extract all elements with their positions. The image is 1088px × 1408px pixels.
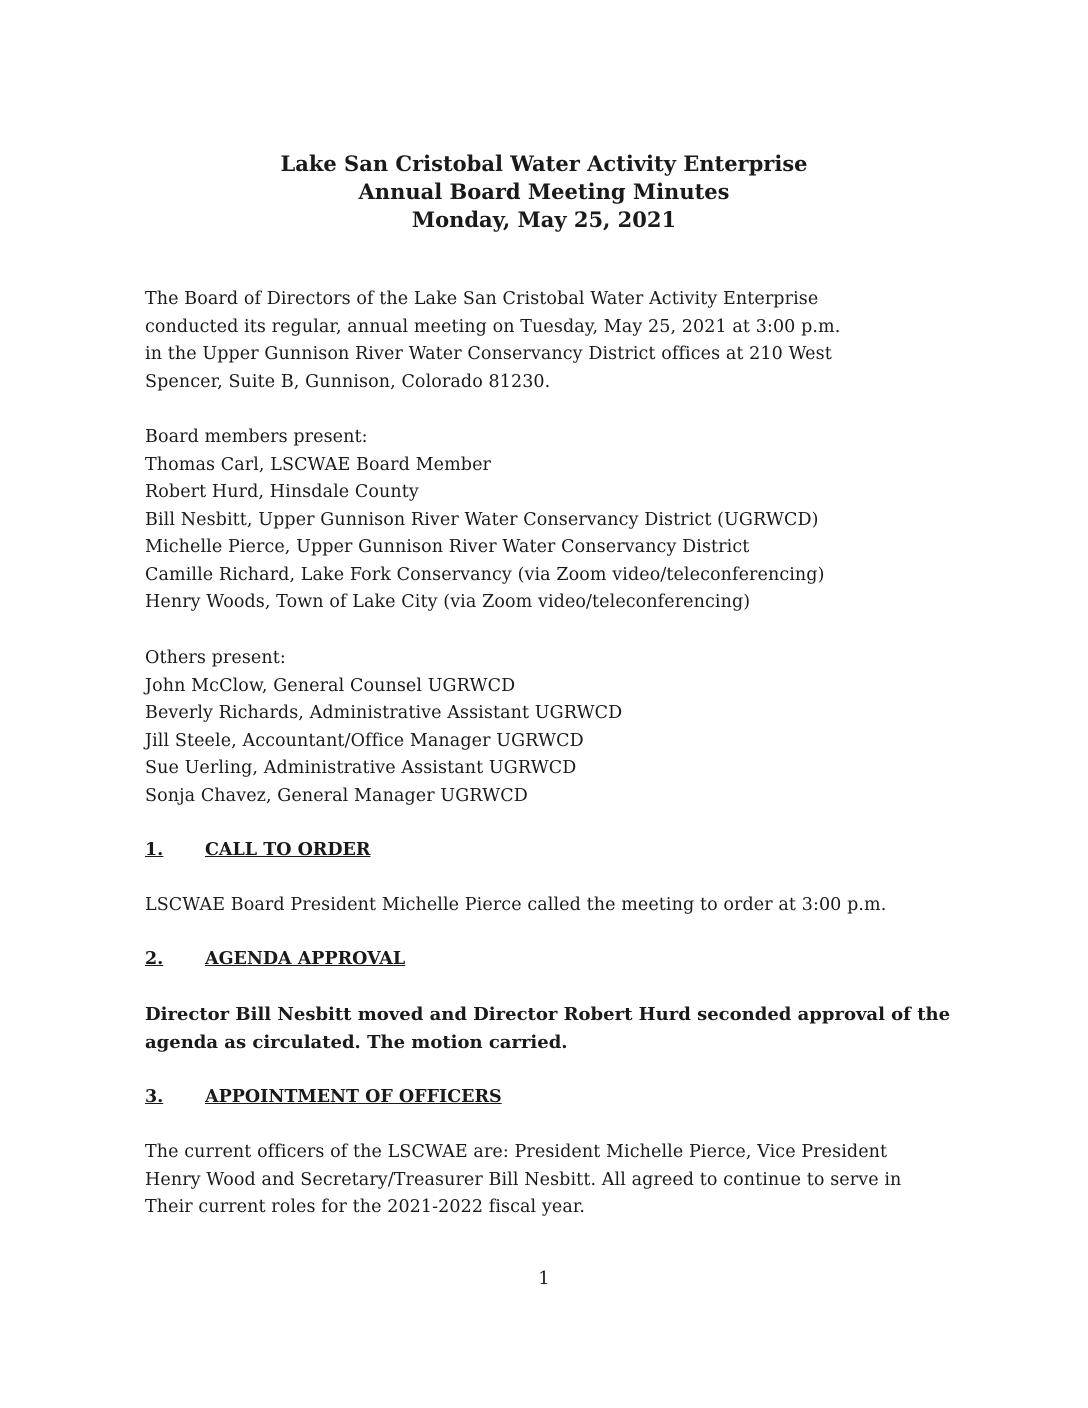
intro-line: The Board of Directors of the Lake San Cristobal Water Activity Enterprise bbox=[145, 289, 819, 309]
others-item: Jill Steele, Accountant/Office Manager UGRWCD bbox=[145, 730, 584, 751]
section-number: 2. bbox=[145, 949, 164, 969]
header-org-name: Lake San Cristobal Water Activity Enterprise bbox=[280, 151, 808, 176]
section-body-call-to-order bbox=[145, 892, 1025, 920]
document-header bbox=[0, 150, 1088, 234]
section-heading-call-to-order bbox=[145, 838, 370, 862]
section-body-line: The current officers of the LSCWAE are: President Michelle Pierce, Vice President bbox=[145, 1142, 888, 1162]
board-member-item: Robert Hurd, Hinsdale County bbox=[145, 482, 419, 502]
section-body-line: Their current roles for the 2021-2022 fiscal year. bbox=[145, 1197, 586, 1217]
others-present-list bbox=[145, 645, 1025, 810]
section-body-line: agenda as circulated. The motion carried. bbox=[145, 1032, 568, 1053]
section-body-line: Henry Wood and Secretary/Treasurer Bill Nesbitt. All agreed to continue to serve in bbox=[145, 1169, 902, 1190]
others-item: Sonja Chavez, General Manager UGRWCD bbox=[145, 785, 528, 806]
section-number: 1. bbox=[145, 840, 164, 860]
board-members-heading: Board members present: bbox=[145, 427, 368, 447]
board-member-item: Bill Nesbitt, Upper Gunnison River Water Conservancy District (UGRWCD) bbox=[145, 509, 819, 530]
section-title: AGENDA APPROVAL bbox=[205, 949, 406, 969]
header-doc-title: Annual Board Meeting Minutes bbox=[358, 179, 730, 204]
section-body-line: Director Bill Nesbitt moved and Director Robert Hurd seconded approval of the bbox=[145, 1004, 951, 1025]
section-body-line: LSCWAE Board President Michelle Pierce called the meeting to order at 3:00 p.m. bbox=[145, 895, 887, 915]
section-number: 3. bbox=[145, 1087, 164, 1107]
others-item: Sue Uerling, Administrative Assistant UGRWCD bbox=[145, 758, 577, 778]
intro-line: conducted its regular, annual meeting on Tuesday, May 25, 2021 at 3:00 p.m. bbox=[145, 316, 841, 337]
section-body-agenda-approval bbox=[145, 1001, 1025, 1057]
section-body-appointment-of-officers bbox=[145, 1139, 1025, 1222]
board-member-item: Michelle Pierce, Upper Gunnison River Water Conservancy District bbox=[145, 537, 750, 557]
others-item: Beverly Richards, Administrative Assistant UGRWCD bbox=[145, 703, 623, 723]
others-heading: Others present: bbox=[145, 648, 286, 668]
board-members-list bbox=[145, 424, 1025, 617]
intro-line: in the Upper Gunnison River Water Conservancy District offices at 210 West bbox=[145, 344, 832, 364]
section-title: CALL TO ORDER bbox=[205, 840, 371, 860]
intro-line: Spencer, Suite B, Gunnison, Colorado 81230. bbox=[145, 371, 551, 392]
section-heading-agenda-approval bbox=[145, 947, 405, 971]
page-number: 1 bbox=[538, 1268, 550, 1289]
section-title: APPOINTMENT OF OFFICERS bbox=[205, 1087, 502, 1107]
intro-paragraph bbox=[145, 286, 1025, 396]
others-item: John McClow, General Counsel UGRWCD bbox=[145, 675, 516, 696]
board-member-item: Henry Woods, Town of Lake City (via Zoom video/teleconferencing) bbox=[145, 592, 751, 612]
section-heading-appointment-of-officers bbox=[145, 1085, 502, 1109]
board-member-item: Camille Richard, Lake Fork Conservancy (via Zoom video/teleconferencing) bbox=[145, 564, 825, 585]
board-member-item: Thomas Carl, LSCWAE Board Member bbox=[145, 454, 492, 475]
header-date: Monday, May 25, 2021 bbox=[411, 207, 677, 232]
